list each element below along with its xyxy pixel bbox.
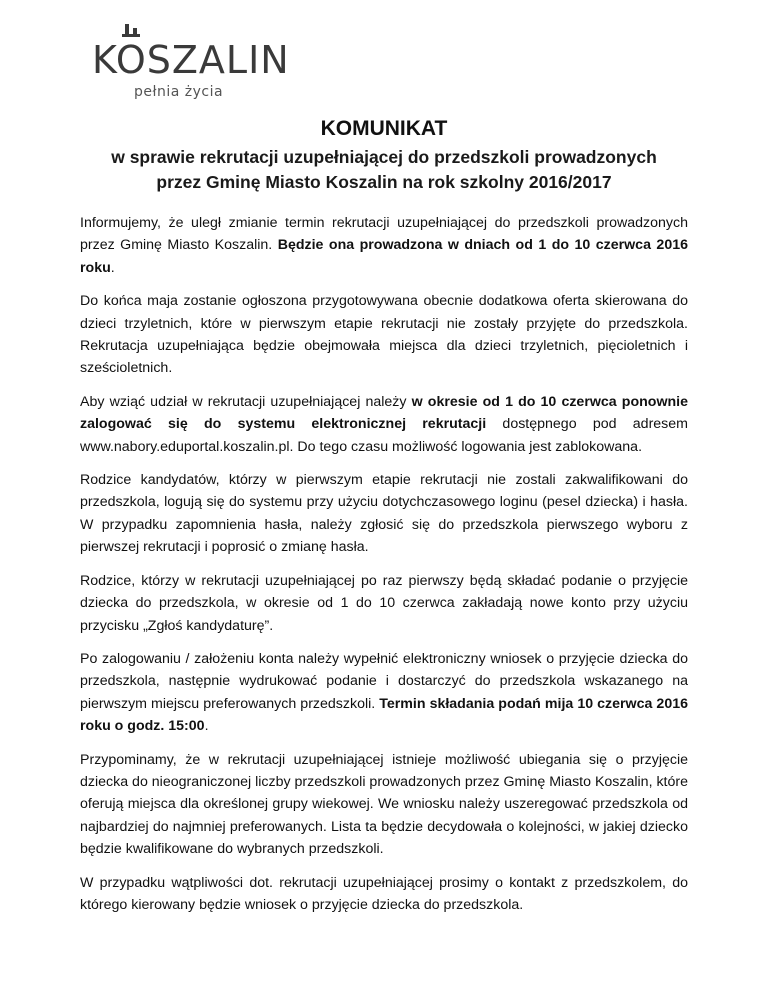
paragraph-6-text: Po zalogowaniu / założeniu konta należy wypełnić elektroniczny wniosek o przyjęcie dziecka do przedszkola, następnie wydrukować podanie i dostarczyć do przedszkola wskazanego na pierwszym miejscu preferowanych przedszkoli. bbox=[80, 650, 688, 712]
paragraph-6-bold: Termin składania podań mija 10 czerwca 2016 roku o godz. 15:00 bbox=[80, 695, 688, 735]
paragraph-1-end: . bbox=[110, 259, 115, 276]
paragraph-5: Rodzice, którzy w rekrutacji uzupełniającej po raz pierwszy będą składać podanie o przyjęcie dziecka do przedszkola, w okresie od 1 do 10 czerwca zakładają nowe konto przy użyciu przycisku „Zgłoś kandydaturę”. bbox=[80, 572, 688, 634]
page-subtitle bbox=[80, 145, 688, 195]
paragraph-3-text: Aby wziąć udział w rekrutacji uzupełniającej należy bbox=[80, 393, 412, 410]
paragraph-3-end: dostępnego pod adresem www.nabory.eduportal.koszalin.pl. Do tego czasu możliwość logowania jest zablokowana. bbox=[80, 416, 688, 455]
paragraph-4: Rodzice kandydatów, którzy w pierwszym etapie rekrutacji nie zostali zakwalifikowani do przedszkola, logują się do systemu przy użyciu dotychczasowego loginu (pesel dziecka) i hasła. W przypadku zapomnienia hasła, należy zgłosić się do przedszkola pierwszego wyboru z pierwszej rekrutacji i poprosić o zmianę hasła. bbox=[80, 472, 688, 556]
koszalin-logo bbox=[92, 20, 290, 100]
paragraph-2: Do końca maja zostanie ogłoszona przygotowywana obecnie dodatkowa oferta skierowana do dzieci trzyletnich, które w pierwszym etapie rekrutacji nie zostały przyjęte do przedszkola. Rekrutacja uzupełniająca będzie obejmowała miejsca dla dzieci trzyletnich, pięcioletnich i sześcioletnich. bbox=[80, 293, 688, 377]
paragraph-3 bbox=[80, 391, 688, 458]
page-title: KOMUNIKAT bbox=[320, 117, 448, 140]
paragraph-3-bold: w okresie od 1 do 10 czerwca ponownie zalogować się do systemu elektronicznej rekrutacji bbox=[80, 393, 688, 433]
paragraph-6-end: . bbox=[204, 718, 209, 735]
logo-wordmark: KOSZALIN bbox=[92, 38, 290, 82]
paragraph-8: W przypadku wątpliwości dot. rekrutacji uzupełniającej prosimy o kontakt z przedszkolem, do którego kierowany będzie wniosek o przyjęcie dziecka do przedszkola. bbox=[80, 874, 688, 913]
paragraph-1 bbox=[80, 212, 688, 279]
subtitle-line-2: przez Gminę Miasto Koszalin na rok szkolny 2016/2017 bbox=[156, 172, 612, 192]
logo-tagline: pełnia życia bbox=[134, 84, 224, 100]
paragraph-6 bbox=[80, 648, 688, 738]
paragraph-7: Przypominamy, że w rekrutacji uzupełniającej istnieje możliwość ubiegania się o przyjęcie dziecka do nieograniczonej liczby przedszkoli prowadzonych przez Gminę Miasto Koszalin, które oferują miejsca dla określonej grupy wiekowej. We wniosku należy uszeregować przedszkola od najbardziej do najmniej preferowanych. Lista ta będzie decydowała o kolejności, w jakiej dziecko będzie kwalifikowane do wybranych przedszkoli. bbox=[80, 751, 688, 858]
announcement-body bbox=[80, 212, 688, 927]
subtitle-line-1: w sprawie rekrutacji uzupełniającej do przedszkoli prowadzonych bbox=[111, 147, 657, 167]
paragraph-1-bold: Będzie ona prowadzona w dniach od 1 do 10 czerwca 2016 roku bbox=[80, 237, 688, 276]
paragraph-1-text: Informujemy, że uległ zmianie termin rekrutacji uzupełniającej do przedszkoli prowadzonych przez Gminę Miasto Koszalin. bbox=[80, 215, 688, 254]
